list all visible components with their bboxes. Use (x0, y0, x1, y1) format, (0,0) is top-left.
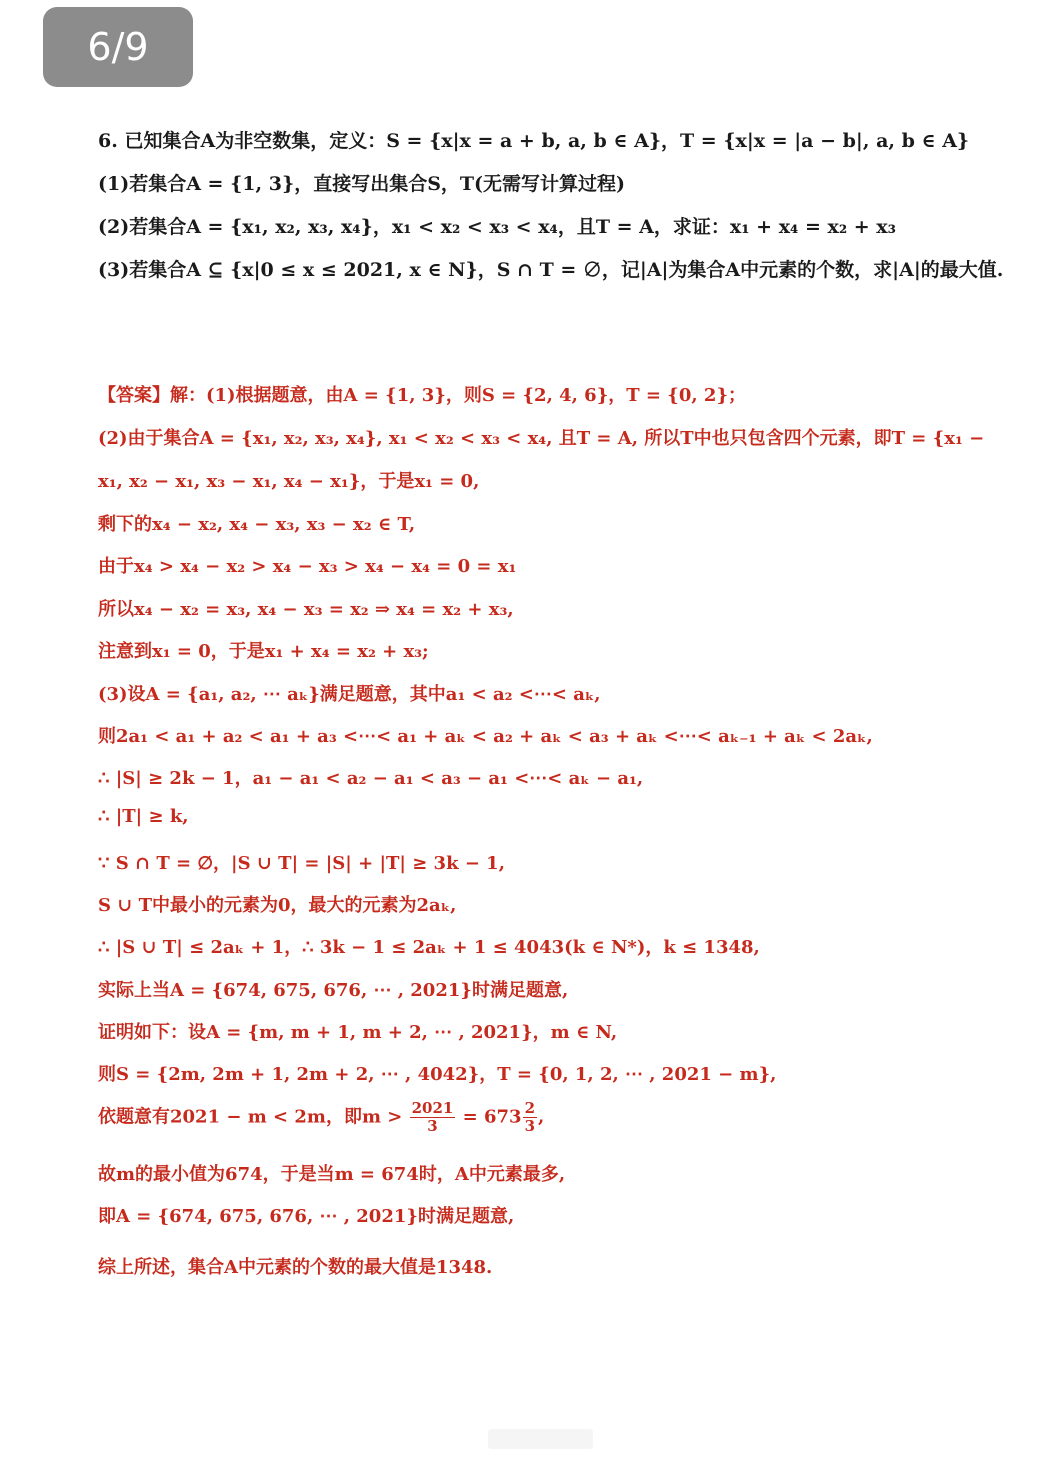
question-intro: 6. 已知集合A为非空数集，定义：S = {x|x = a + b, a, b ∈ A}，T = {x|x = |a − b|, a, b ∈ A} (98, 130, 970, 152)
answer-line: ∵ S ∩ T = ∅，|S ∪ T| = |S| + |T| ≥ 3k − 1, (98, 853, 505, 874)
answer-line: 则S = {2m, 2m + 1, 2m + 2, ⋯ , 4042}，T = {0, 1, 2, ⋯ , 2021 − m}, (98, 1064, 777, 1085)
answer-line: 所以x₄ − x₂ = x₃, x₄ − x₃ = x₂ ⇒ x₄ = x₂ + x₃, (98, 599, 514, 620)
fraction-numerator: 2 (524, 1099, 536, 1117)
fraction-denominator: 3 (427, 1117, 438, 1135)
answer-conclusion: 综上所述，集合A中元素的个数的最大值是1348. (98, 1257, 493, 1278)
answer-line: 故m的最小值为674，于是当m = 674时，A中元素最多, (98, 1164, 566, 1185)
answer-text: , (538, 1106, 545, 1128)
answer-line: S ∪ T中最小的元素为0，最大的元素为2aₖ, (98, 895, 457, 916)
answer-line (98, 1101, 544, 1134)
answer-line: ∴ |S ∪ T| ≤ 2aₖ + 1，∴ 3k − 1 ≤ 2aₖ + 1 ≤ 4043(k ∈ N*)，k ≤ 1348, (98, 937, 760, 958)
fraction (523, 1101, 537, 1134)
question-part-2: (2)若集合A = {x₁, x₂, x₃, x₄}，x₁ < x₂ < x₃ < x₄，且T = A，求证：x₁ + x₄ = x₂ + x₃ (98, 216, 896, 238)
fraction-denominator: 3 (524, 1117, 536, 1135)
page-indicator: 6/9 (43, 7, 193, 87)
watermark (488, 1429, 593, 1449)
answer-line: 【答案】解：(1)根据题意，由A = {1, 3}，则S = {2, 4, 6}，T = {0, 2}； (98, 385, 747, 406)
answer-line: (3)设A = {a₁, a₂, ⋯ aₖ}满足题意，其中a₁ < a₂ <⋯< aₖ, (98, 684, 601, 705)
answer-line: ∴ |S| ≥ 2k − 1，a₁ − a₁ < a₂ − a₁ < a₃ − a₁ <⋯< aₖ − a₁, (98, 768, 644, 789)
answer-line: ∴ |T| ≥ k, (98, 806, 189, 827)
answer-line: 由于x₄ > x₄ − x₂ > x₄ − x₃ > x₄ − x₄ = 0 = x₁ (98, 556, 517, 577)
question-part-1: (1)若集合A = {1, 3}，直接写出集合S，T(无需写计算过程) (98, 173, 626, 195)
answer-line: 实际上当A = {674, 675, 676, ⋯ , 2021}时满足题意, (98, 980, 569, 1001)
answer-text: 依题意有2021 − m < 2m，即m > (98, 1106, 403, 1128)
fraction-numerator: 2021 (411, 1099, 454, 1117)
fraction (410, 1101, 456, 1134)
answer-line: x₁, x₂ − x₁, x₃ − x₁, x₄ − x₁}，于是x₁ = 0, (98, 471, 480, 492)
answer-line: 则2a₁ < a₁ + a₂ < a₁ + a₃ <⋯< a₁ + aₖ < a₂ + aₖ < a₃ + aₖ <⋯< aₖ₋₁ + aₖ < 2aₖ, (98, 726, 873, 747)
answer-line: 注意到x₁ = 0，于是x₁ + x₄ = x₂ + x₃; (98, 641, 429, 662)
answer-line: (2)由于集合A = {x₁, x₂, x₃, x₄}, x₁ < x₂ < x₃ < x₄, 且T = A, 所以T中也只包含四个元素，即T = {x₁ − (98, 428, 985, 449)
answer-line: 证明如下：设A = {m, m + 1, m + 2, ⋯ , 2021}，m ∈ N, (98, 1022, 618, 1043)
answer-text: = 673 (462, 1106, 522, 1128)
answer-line: 即A = {674, 675, 676, ⋯ , 2021}时满足题意, (98, 1206, 515, 1227)
question-part-3: (3)若集合A ⊆ {x|0 ≤ x ≤ 2021, x ∈ N}，S ∩ T = ∅，记|A|为集合A中元素的个数，求|A|的最大值. (98, 259, 1004, 281)
answer-line: 剩下的x₄ − x₂, x₄ − x₃, x₃ − x₂ ∈ T, (98, 514, 416, 535)
